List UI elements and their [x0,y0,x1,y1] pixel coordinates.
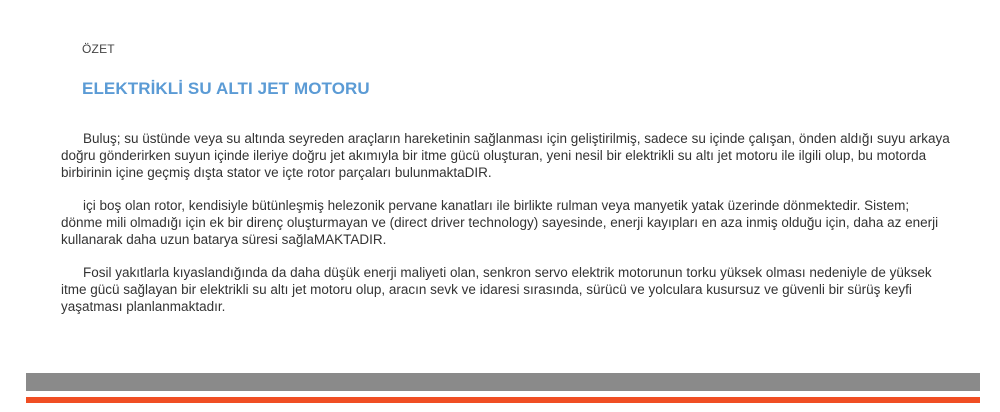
abstract-body [61,130,951,331]
abstract-paragraph-1: Buluş; su üstünde veya su altında seyreden araçların hareketinin sağlanması için geliştirilmiş, sadece su içinde çalışan, önden aldığı suyu arkaya doğru gönderirken suyun içinde ileriye doğru jet akımıyla bir itme gücü oluşturan, yeni nesil bir elektrikli su altı jet motoru ile ilgili olup, bu motorda birbirinin içine geçmiş dışta stator ve içte rotor parçaları bulunmaktaDIR. [61,131,950,180]
document-title: ELEKTRİKLİ SU ALTI JET MOTORU [82,79,370,98]
abstract-paragraph-2: içi boş olan rotor, kendisiyle bütünleşmiş helezonik pervane kanatları ile birlikte rulman veya manyetik yatak üzerinde dönmektedir. Sistem; dönme mili olmadığı için ek bir direnç oluşturmayan ve (direct driver technology) sayesinde, enerji kayıpları en aza inmiş olduğu için, daha az enerji kullanarak daha uzun batarya süresi sağlaMAKTADIR. [61,198,939,247]
section-label: ÖZET [82,42,115,56]
abstract-paragraph-3: Fosil yakıtlarla kıyaslandığında da daha düşük enerji maliyeti olan, senkron servo elektrik motorunun torku yüksek olması nedeniyle de yüksek itme gücü sağlayan bir elektrikli su altı jet motoru olup, aracın sevk ve idaresi sırasında, sürücü ve yolculara kusursuz ve güvenli bir sürüş keyfi yaşatması planlanmaktadır. [61,265,932,314]
footer-bar-gray [26,373,980,391]
footer-bar-orange [26,397,980,403]
